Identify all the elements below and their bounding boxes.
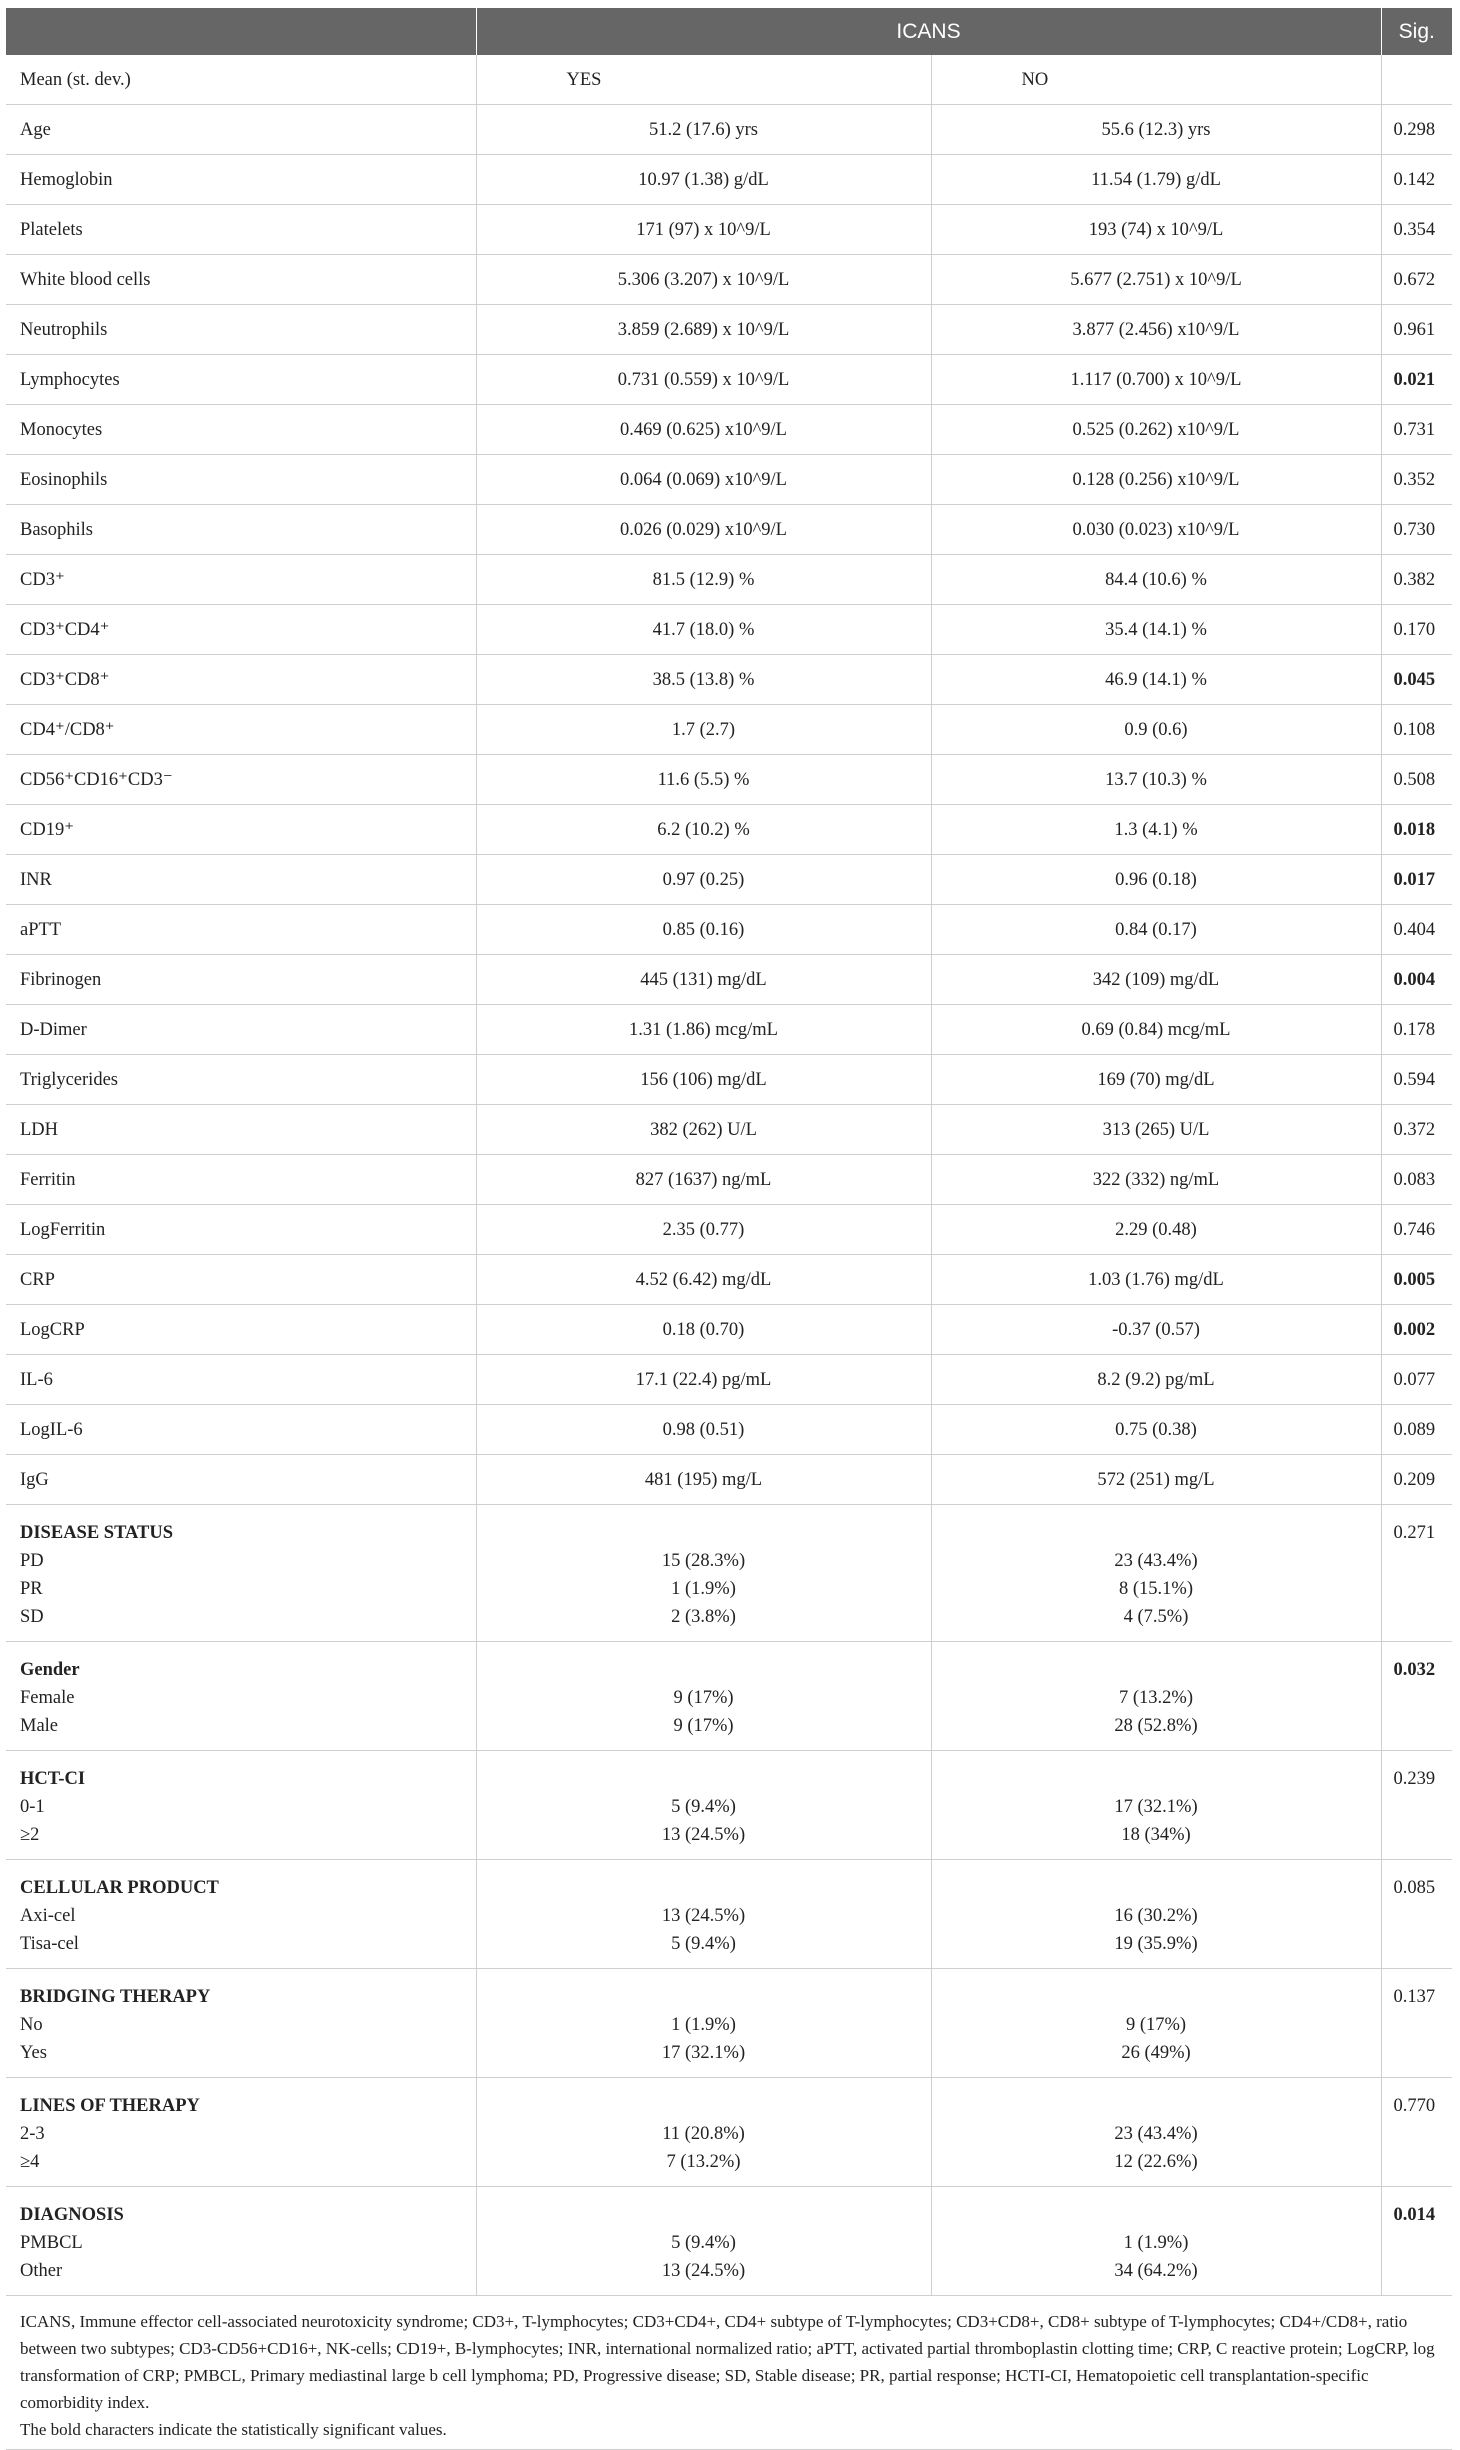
row-no-value: 322 (332) ng/mL — [931, 1155, 1381, 1205]
subheader-no: NO — [931, 55, 1381, 105]
row-sig-value: 0.746 — [1381, 1205, 1452, 1255]
row-no-value: 55.6 (12.3) yrs — [931, 105, 1381, 155]
table-row — [6, 1455, 1452, 1505]
table-row — [6, 805, 1452, 855]
group-sig-value: 0.239 — [1381, 1751, 1452, 1860]
group-title: HCT-CI — [20, 1769, 86, 1789]
row-label: D-Dimer — [6, 1005, 476, 1055]
row-sig-value: 0.083 — [1381, 1155, 1452, 1205]
group-item-label: No — [20, 2015, 43, 2035]
row-yes-value: 0.85 (0.16) — [476, 905, 931, 955]
group-item-yes: 11 (20.8%) — [662, 2124, 745, 2144]
table-row — [6, 555, 1452, 605]
group-item-yes: 5 (9.4%) — [671, 2233, 736, 2253]
group-item-no: 28 (52.8%) — [1114, 1716, 1198, 1736]
group-item-no: 23 (43.4%) — [1114, 1551, 1198, 1571]
group-item-no: 18 (34%) — [1121, 1825, 1191, 1845]
group-title: Gender — [20, 1660, 80, 1680]
row-yes-value: 5.306 (3.207) x 10^9/L — [476, 255, 931, 305]
row-yes-value: 382 (262) U/L — [476, 1105, 931, 1155]
row-yes-value: 0.97 (0.25) — [476, 855, 931, 905]
row-sig-value: 0.021 — [1381, 355, 1452, 405]
group-item-yes: 15 (28.3%) — [661, 1551, 746, 1571]
row-label: CD56⁺CD16⁺CD3⁻ — [6, 755, 476, 805]
row-no-value: 84.4 (10.6) % — [931, 555, 1381, 605]
row-sig-value: 0.209 — [1381, 1455, 1452, 1505]
table-row — [6, 1055, 1452, 1105]
group-row — [6, 1969, 1452, 2078]
row-yes-value: 156 (106) mg/dL — [476, 1055, 931, 1105]
row-no-value: 13.7 (10.3) % — [931, 755, 1381, 805]
row-no-value: 1.117 (0.700) x 10^9/L — [931, 355, 1381, 405]
group-sig-value: 0.271 — [1381, 1505, 1452, 1642]
group-item-label: PD — [20, 1551, 44, 1571]
group-item-label: ≥4 — [20, 2152, 40, 2172]
group-item-no: 26 (49%) — [1121, 2043, 1191, 2063]
row-label: Hemoglobin — [6, 155, 476, 205]
row-yes-value: 6.2 (10.2) % — [476, 805, 931, 855]
group-no-values — [931, 1505, 1381, 1642]
row-sig-value: 0.002 — [1381, 1305, 1452, 1355]
group-yes-values — [476, 1505, 931, 1642]
group-row — [6, 1860, 1452, 1969]
group-title: CELLULAR PRODUCT — [20, 1878, 219, 1898]
group-item-yes: 5 (9.4%) — [671, 1797, 736, 1817]
row-label: LogFerritin — [6, 1205, 476, 1255]
row-sig-value: 0.178 — [1381, 1005, 1452, 1055]
row-label: Triglycerides — [6, 1055, 476, 1105]
row-yes-value: 81.5 (12.9) % — [476, 555, 931, 605]
row-no-value: 5.677 (2.751) x 10^9/L — [931, 255, 1381, 305]
group-no-values — [931, 1860, 1381, 1969]
group-no-values — [931, 1751, 1381, 1860]
table-body — [6, 55, 1452, 1505]
row-no-value: 1.3 (4.1) % — [931, 805, 1381, 855]
row-no-value: 572 (251) mg/L — [931, 1455, 1381, 1505]
row-label: White blood cells — [6, 255, 476, 305]
row-yes-value: 0.469 (0.625) x10^9/L — [476, 405, 931, 455]
group-labels — [6, 1642, 476, 1751]
group-item-no: 4 (7.5%) — [1123, 1607, 1189, 1627]
group-item-yes: 13 (24.5%) — [661, 1906, 746, 1926]
table-row — [6, 505, 1452, 555]
table-row — [6, 255, 1452, 305]
table-row — [6, 605, 1452, 655]
table-row — [6, 305, 1452, 355]
row-sig-value: 0.108 — [1381, 705, 1452, 755]
table-row — [6, 405, 1452, 455]
header-blank — [6, 8, 476, 55]
row-label: IL-6 — [6, 1355, 476, 1405]
group-sig-value: 0.770 — [1381, 2078, 1452, 2187]
group-labels — [6, 2187, 476, 2296]
group-title: LINES OF THERAPY — [20, 2096, 200, 2116]
row-label: Eosinophils — [6, 455, 476, 505]
group-title: DISEASE STATUS — [20, 1523, 174, 1543]
table-row — [6, 205, 1452, 255]
row-label: Fibrinogen — [6, 955, 476, 1005]
group-no-values — [931, 1969, 1381, 2078]
group-item-label: Tisa-cel — [20, 1934, 79, 1954]
row-yes-value: 17.1 (22.4) pg/mL — [476, 1355, 931, 1405]
table-footer — [6, 2296, 1452, 2450]
group-row — [6, 2187, 1452, 2296]
group-yes-values — [476, 2187, 931, 2296]
group-item-label: 2-3 — [20, 2124, 45, 2144]
row-label: INR — [6, 855, 476, 905]
row-sig-value: 0.298 — [1381, 105, 1452, 155]
categorical-body — [6, 1505, 1452, 2296]
group-row — [6, 2078, 1452, 2187]
row-sig-value: 0.017 — [1381, 855, 1452, 905]
row-no-value: 46.9 (14.1) % — [931, 655, 1381, 705]
table-row — [6, 1155, 1452, 1205]
group-row — [6, 1505, 1452, 1642]
row-sig-value: 0.372 — [1381, 1105, 1452, 1155]
row-label: Basophils — [6, 505, 476, 555]
row-no-value: 35.4 (14.1) % — [931, 605, 1381, 655]
row-label: Ferritin — [6, 1155, 476, 1205]
row-label: Monocytes — [6, 405, 476, 455]
group-item-yes: 2 (3.8%) — [671, 1607, 736, 1627]
group-item-label: Male — [20, 1716, 59, 1736]
row-yes-value: 0.98 (0.51) — [476, 1405, 931, 1455]
row-yes-value: 0.18 (0.70) — [476, 1305, 931, 1355]
table-row — [6, 1255, 1452, 1305]
group-yes-values — [476, 1751, 931, 1860]
row-yes-value: 171 (97) x 10^9/L — [476, 205, 931, 255]
group-item-no: 7 (13.2%) — [1119, 1688, 1193, 1708]
row-no-value: 0.128 (0.256) x10^9/L — [931, 455, 1381, 505]
group-title: DIAGNOSIS — [20, 2205, 124, 2225]
group-item-label: Female — [20, 1688, 75, 1708]
table-row — [6, 1405, 1452, 1455]
group-item-yes: 7 (13.2%) — [666, 2152, 741, 2172]
table-row — [6, 1355, 1452, 1405]
group-item-label: SD — [20, 1607, 44, 1627]
group-item-no: 12 (22.6%) — [1114, 2152, 1198, 2172]
group-item-yes: 17 (32.1%) — [661, 2043, 746, 2063]
row-label: CD4⁺/CD8⁺ — [6, 705, 476, 755]
row-sig-value: 0.142 — [1381, 155, 1452, 205]
group-labels — [6, 2078, 476, 2187]
subheader-row — [6, 55, 1452, 105]
row-no-value: 313 (265) U/L — [931, 1105, 1381, 1155]
group-yes-values — [476, 1642, 931, 1751]
row-sig-value: 0.004 — [1381, 955, 1452, 1005]
group-sig-value: 0.085 — [1381, 1860, 1452, 1969]
footnote-abbreviations: ICANS, Immune effector cell-associated neurotoxicity syndrome; CD3+, T-lymphocytes; CD3+CD4+, CD4+ subtype of T-lymphocytes; CD3+CD8+, CD8+ subtype of T-lymphocytes; CD4+/CD8+, ratio between two subtypes; CD3-CD56+CD16+, NK-cells; CD19+, B-lymphocytes; INR, international normalized ratio; aPTT, activated partial thromboplastin clotting time; CRP, C reactive protein; LogCRP, log transformation of CRP; PMBCL, Primary mediastinal large b cell lymphoma; PD, Progressive disease; SD, Stable disease; PR, partial response; HCTI-CI, Hematopoietic cell transplantation-specific comorbidity index. — [20, 2312, 1435, 2412]
group-item-no: 17 (32.1%) — [1114, 1797, 1198, 1817]
row-label: CRP — [6, 1255, 476, 1305]
header-sig: Sig. — [1381, 8, 1452, 55]
row-sig-value: 0.672 — [1381, 255, 1452, 305]
group-item-no: 8 (15.1%) — [1119, 1579, 1193, 1599]
group-no-values — [931, 1642, 1381, 1751]
group-item-no: 34 (64.2%) — [1114, 2261, 1198, 2281]
group-item-label: Axi-cel — [20, 1906, 76, 1926]
table-row — [6, 155, 1452, 205]
table-row — [6, 855, 1452, 905]
row-sig-value: 0.018 — [1381, 805, 1452, 855]
row-label: CD19⁺ — [6, 805, 476, 855]
group-labels — [6, 1969, 476, 2078]
table-header — [6, 8, 1452, 55]
subheader-label: Mean (st. dev.) — [6, 55, 476, 105]
table-row — [6, 955, 1452, 1005]
row-label: CD3⁺CD4⁺ — [6, 605, 476, 655]
row-label: LogIL-6 — [6, 1405, 476, 1455]
icans-table — [6, 8, 1452, 2450]
row-yes-value: 10.97 (1.38) g/dL — [476, 155, 931, 205]
row-no-value: 0.525 (0.262) x10^9/L — [931, 405, 1381, 455]
group-no-values — [931, 2078, 1381, 2187]
row-yes-value: 0.064 (0.069) x10^9/L — [476, 455, 931, 505]
footnote — [6, 2296, 1452, 2450]
table-row — [6, 655, 1452, 705]
row-yes-value: 827 (1637) ng/mL — [476, 1155, 931, 1205]
group-item-no: 1 (1.9%) — [1123, 2233, 1189, 2253]
row-no-value: 193 (74) x 10^9/L — [931, 205, 1381, 255]
row-yes-value: 41.7 (18.0) % — [476, 605, 931, 655]
table-row — [6, 1005, 1452, 1055]
group-item-no: 19 (35.9%) — [1114, 1934, 1198, 1954]
table-row — [6, 1205, 1452, 1255]
row-yes-value: 2.35 (0.77) — [476, 1205, 931, 1255]
row-no-value: 342 (109) mg/dL — [931, 955, 1381, 1005]
row-label: Age — [6, 105, 476, 155]
row-label: aPTT — [6, 905, 476, 955]
group-item-label: PMBCL — [20, 2233, 83, 2253]
row-yes-value: 11.6 (5.5) % — [476, 755, 931, 805]
group-labels — [6, 1860, 476, 1969]
subheader-yes: YES — [476, 55, 931, 105]
row-sig-value: 0.404 — [1381, 905, 1452, 955]
row-yes-value: 38.5 (13.8) % — [476, 655, 931, 705]
table-row — [6, 105, 1452, 155]
group-item-no: 16 (30.2%) — [1114, 1906, 1198, 1926]
group-row — [6, 1751, 1452, 1860]
footnote-bold-note: The bold characters indicate the statistically significant values. — [20, 2420, 447, 2439]
group-item-label: ≥2 — [20, 1825, 40, 1845]
group-yes-values — [476, 1969, 931, 2078]
row-yes-value: 0.026 (0.029) x10^9/L — [476, 505, 931, 555]
row-sig-value: 0.594 — [1381, 1055, 1452, 1105]
row-sig-value: 0.382 — [1381, 555, 1452, 605]
row-label: Platelets — [6, 205, 476, 255]
row-sig-value: 0.045 — [1381, 655, 1452, 705]
row-sig-value: 0.089 — [1381, 1405, 1452, 1455]
row-yes-value: 1.7 (2.7) — [476, 705, 931, 755]
row-sig-value: 0.730 — [1381, 505, 1452, 555]
row-yes-value: 51.2 (17.6) yrs — [476, 105, 931, 155]
group-item-no: 9 (17%) — [1125, 2015, 1187, 2035]
row-sig-value: 0.354 — [1381, 205, 1452, 255]
row-no-value: 8.2 (9.2) pg/mL — [931, 1355, 1381, 1405]
group-item-label: Other — [20, 2261, 63, 2281]
group-sig-value: 0.032 — [1381, 1642, 1452, 1751]
table-row — [6, 905, 1452, 955]
row-no-value: 0.75 (0.38) — [931, 1405, 1381, 1455]
row-no-value: 0.69 (0.84) mcg/mL — [931, 1005, 1381, 1055]
group-item-label: PR — [20, 1579, 43, 1599]
table-container — [6, 8, 1452, 2450]
group-item-yes: 1 (1.9%) — [671, 2015, 736, 2035]
table-row — [6, 1305, 1452, 1355]
row-no-value: 0.96 (0.18) — [931, 855, 1381, 905]
row-yes-value: 4.52 (6.42) mg/dL — [476, 1255, 931, 1305]
row-sig-value: 0.005 — [1381, 1255, 1452, 1305]
group-item-yes: 13 (24.5%) — [661, 2261, 746, 2281]
row-label: LogCRP — [6, 1305, 476, 1355]
group-item-yes: 13 (24.5%) — [661, 1825, 746, 1845]
row-yes-value: 3.859 (2.689) x 10^9/L — [476, 305, 931, 355]
row-no-value: 1.03 (1.76) mg/dL — [931, 1255, 1381, 1305]
table-row — [6, 355, 1452, 405]
row-label: CD3⁺CD8⁺ — [6, 655, 476, 705]
row-label: Neutrophils — [6, 305, 476, 355]
group-item-label: 0-1 — [20, 1797, 45, 1817]
row-sig-value: 0.961 — [1381, 305, 1452, 355]
table-row — [6, 705, 1452, 755]
row-sig-value: 0.352 — [1381, 455, 1452, 505]
row-sig-value: 0.077 — [1381, 1355, 1452, 1405]
group-item-yes: 5 (9.4%) — [671, 1934, 736, 1954]
table-row — [6, 455, 1452, 505]
group-title: BRIDGING THERAPY — [20, 1987, 211, 2007]
row-label: LDH — [6, 1105, 476, 1155]
table-row — [6, 755, 1452, 805]
row-no-value: 169 (70) mg/dL — [931, 1055, 1381, 1105]
row-sig-value: 0.508 — [1381, 755, 1452, 805]
group-item-no: 23 (43.4%) — [1114, 2124, 1198, 2144]
row-sig-value: 0.731 — [1381, 405, 1452, 455]
group-item-yes: 9 (17%) — [673, 1716, 734, 1736]
group-yes-values — [476, 2078, 931, 2187]
group-yes-values — [476, 1860, 931, 1969]
row-yes-value: 1.31 (1.86) mcg/mL — [476, 1005, 931, 1055]
group-item-yes: 9 (17%) — [673, 1688, 734, 1708]
group-no-values — [931, 2187, 1381, 2296]
group-item-label: Yes — [20, 2043, 47, 2063]
row-no-value: 0.9 (0.6) — [931, 705, 1381, 755]
group-row — [6, 1642, 1452, 1751]
row-no-value: -0.37 (0.57) — [931, 1305, 1381, 1355]
subheader-sig — [1381, 55, 1452, 105]
row-yes-value: 445 (131) mg/dL — [476, 955, 931, 1005]
row-yes-value: 481 (195) mg/L — [476, 1455, 931, 1505]
row-no-value: 3.877 (2.456) x10^9/L — [931, 305, 1381, 355]
group-sig-value: 0.014 — [1381, 2187, 1452, 2296]
row-no-value: 0.030 (0.023) x10^9/L — [931, 505, 1381, 555]
header-icans: ICANS — [476, 8, 1381, 55]
group-sig-value: 0.137 — [1381, 1969, 1452, 2078]
row-label: Lymphocytes — [6, 355, 476, 405]
row-no-value: 2.29 (0.48) — [931, 1205, 1381, 1255]
row-sig-value: 0.170 — [1381, 605, 1452, 655]
row-label: CD3⁺ — [6, 555, 476, 605]
row-no-value: 11.54 (1.79) g/dL — [931, 155, 1381, 205]
group-item-yes: 1 (1.9%) — [671, 1579, 736, 1599]
row-no-value: 0.84 (0.17) — [931, 905, 1381, 955]
row-label: IgG — [6, 1455, 476, 1505]
group-labels — [6, 1505, 476, 1642]
group-labels — [6, 1751, 476, 1860]
row-yes-value: 0.731 (0.559) x 10^9/L — [476, 355, 931, 405]
table-row — [6, 1105, 1452, 1155]
